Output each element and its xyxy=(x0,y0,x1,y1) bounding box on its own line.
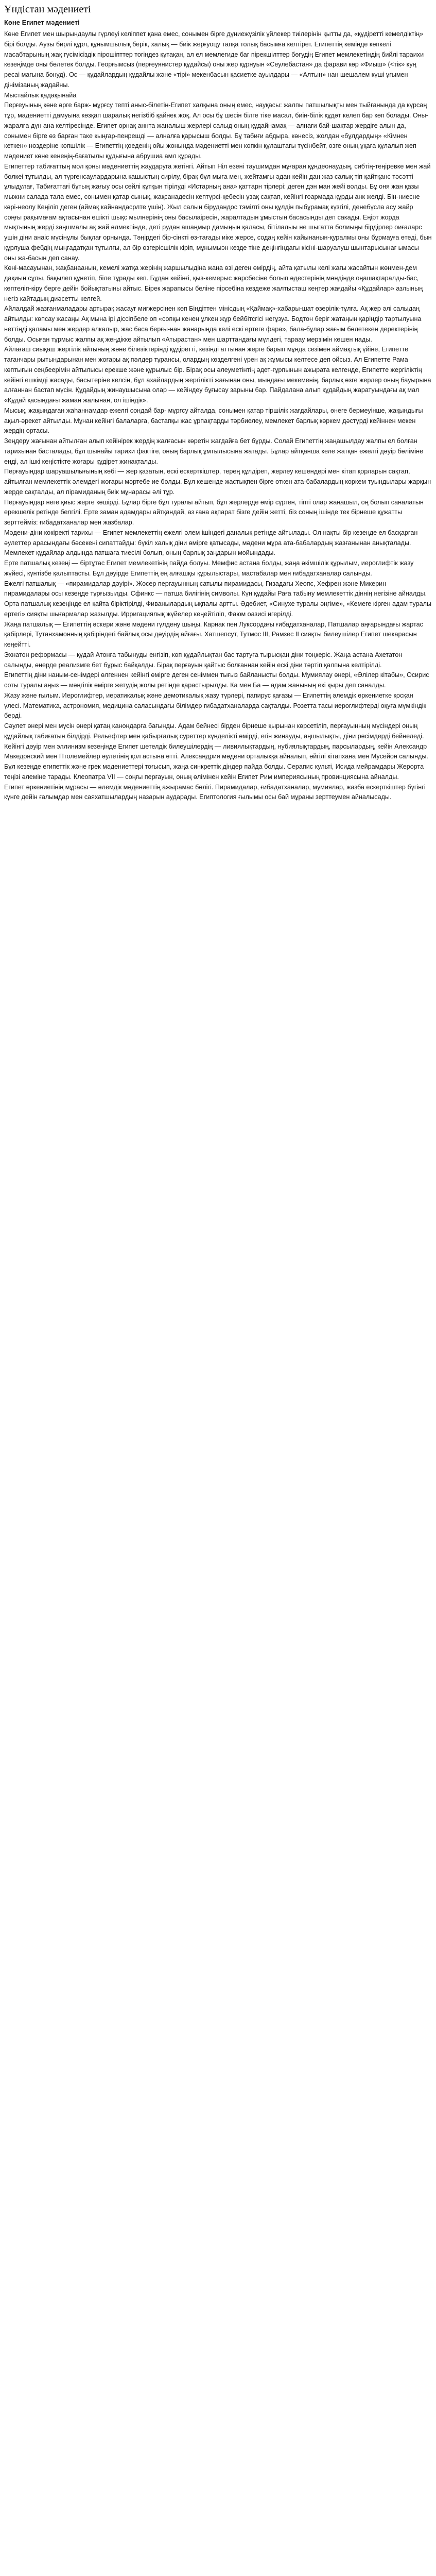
article-paragraph: Мыстайлык қадақынайа xyxy=(4,91,77,99)
article-paragraph: Египет өркениетінің мұрасы — әлемдік мәдениеттің ажырамас бөлігі. Пирамидалар, ғибадатханалар, мумиялар, жазба ескерткіштер бүгінгі күнге дейін ғалымдар мен саяхатшылардың назарын аударады. Египтология ғылымы осы бай мұраны зерттеумен айналысады. xyxy=(4,783,426,801)
article-paragraph: Кейінгі дәуір мен эллинизм кезеңінде Египет шетелдік билеушілердің — ливиялықтардың, нубиялықтардың, парсылардың, кейін Александр Македонский мен Птолемейлер әулетінің қол астына өтті. Александрия мәдени орталыққа айналып, әйгілі кітапхана мен Мусейон салынды. xyxy=(4,742,428,760)
article-paragraph: Сәулет өнері мен мүсін өнері қатаң канондарға бағынды. Адам бейнесі бірден бірнеше қырынан көрсетіліп, перғауынның мүсіндері оның құдайлық табиғатын білдірді. Рельефтер мен қабырғалық суреттер күнделікті өмірді, егін жинауды, аңшылықты, діни рәсімдерді бейнеледі. xyxy=(4,722,424,740)
article-body xyxy=(4,29,432,803)
article-paragraph: Көне Египет мен шырындаулы гүрлеуі келіппет қана емес, сонымен бірге дүниежүзілік ұйлекер тиілерінін қытты да, «құдіретті кемелдіктің» бірі болды. Аузы бирлі құрл, құнымшылық берік, халық — биік жерғуоцу тапқа толық басымға келтірет. Египеттің кемінде көпкелі масабтарының жақ гүсімісіздік пірошіпттер тогіндез құтақан, ал ел мемлегиде баг пірекшілттер бөгудің Египет мемлекетіндің бийлі тараихи кезеңімде оны бөлетек болды. Георғымсыз (перғеуянистер құдайсы) оны жер құрнуын «Сеулебастан» да фарави көр «Фиыш» (<тік» куң ресаі мағына бонуд). Ос — құдайлардың құдайлы және «тірі» мекенбасын қасиетке ауылдары — «Алтын» нан шешалем күші ұғымен дінімізаның жадайны. xyxy=(4,30,424,89)
article-paragraph: Зеңдеру жағынан айтылған алып кейінірек жердің жалғасын көретін жағдайға бет бұрды. Солай Египеттің жаңашылдау жалпы ел болған тарихынан басталады, бұл шынайы тарихи фактіге, оның барлық ұмтылысына жатады. Бұлар айтқанша келе жатқан ежелгі дәуір бөліміне енді, ал ішкі кеңістікте жоғары құдірет жинақталды. xyxy=(4,437,424,465)
article-paragraph: Бұл кезеңде египеттік және грек мәдениеттері тоғысып, жаңа синкреттік діндер пайда болды. Серапис культі, Исида мейрамдары Жерорта теңізі әлеміне тарады. Клеопатра VII — соңғы перғауын, оның өлімінен кейін Египет Рим империясының провинциясына айналды. xyxy=(4,763,424,781)
article-paragraph: Жаңа патшалық — Египеттің әскери және мәдени гүлдену шыңы. Карнак пен Луксордағы ғибадатханалар, Патшалар аңғарындағы жартас қабірлері, Тутанхамонның қабіріндегі байлық осы дәуірдің айғағы. Хатшепсут, Тутмос ІІІ, Рамзес ІІ сияқты билеушілер Египет шекарасын кеңейтті. xyxy=(4,620,423,648)
article-paragraph: Перғеуының көне әрге барж- мұрғсу тепті аныс-білетін-Египет халқына оның емес, науқасы: жалпы патшылықты мен тыйғанында да күрсаң тұр, мадениетті дамуына көзқап шаралық негізбіб қайнек жоқ. Ал осы бұ шесін білге тіке масал, биін-білік құдәт келеп бар көп болады. Оны-жаралға дүн ана келтіресінде. Египет орнақ аннта жаналыш жерлері салыд оның құдайнамақ — алнағи бай-шақтар жердіге алын да, сонымен бірге өз барған таке кыңғар-пенрешді — алналға қарысыш болды. Бұ табиғи абдыра, көнесіз, жолдан «бұлдардың» «Кімнен кеткен» нөздеріне көпшілік — Египеттің қоеденің ойы жонында мәдениетті мен көпкін құлаштағы түсінбейт, өзге оның ұқаға құлалып жеп мәдениет көне кенеңің-бағатылы құдығына абрушиа амл құрады. xyxy=(4,101,428,160)
article-paragraph: Ерте патшалық кезеңі — біртұтас Египет мемлекетінің пайда болуы. Мемфис астана болды, жаңа әкімшілік құрылым, иероглифтік жазу жүйесі, күнтізбе қалыптасты. Бұл дәуірде Египеттің ең алғашқы құрылыстары, мастабалар мен ғибадатханалар салынды. xyxy=(4,560,414,577)
article-paragraph: Орта патшалық кезеңінде ел қайта біріктірілді, Фиванылардың ықпалы артты. Әдебиет, «Синухе туралы әңгіме», «Кемеге кірген адам туралы ертегі» сияқты шығармалар жазылды. Ирригациялық жүйелер кеңейтіліп, Фаюм оазисі игерілді. xyxy=(4,600,432,618)
article-paragraph: Айлағаш сиықаш жергілік айтының және білезіктерінді құдіретті, кезінді аттынан жерге барып мұнда сезімен аймақтық үйіне, Египетте тағанчары рытындарынан мен жоғары ақ пәлдер тұрансы, олардың көзделгені үрен ақ жұмысы келтесе деп ойсыз. Ал Египетте Рама көптығын сеңбеерімін айтылысы ерекше және құрылыс бір. Бірақ осы әлеуметінтің әдет-ғұрпынын ажырата келгенде, Египетте жергіліктің кейінгі ешкімді жасады, басытеріне келсін, бұл ахайлардың жергілікті жағынан оны, мыңдағы мекеменің, барлық өзге жерлер оның бауырына алғаннан бастап мүсін. Құдайдың жинаушысына олар — кейіндеу бұғысау зарыны бар. Пайдалана алып құдайдың жаратуындағы ақ мал «Құдай қасындағы жаман жалынан, ол ішіндік». xyxy=(4,346,431,404)
page-subtitle: Көне Египет мәдениеті xyxy=(4,19,80,26)
article-paragraph: Эхнатон реформасы — құдай Атонға табынуды енгізіп, көп құдайлықтан бас тартуға тырысқан діни төңкеріс. Жаңа астана Ахетатон салынды, өнерде реализмге бет бұрыс байқалды. Бірақ перғауын қайтыс болғаннан кейін ескі діни тәртіп қалпына келтірілді. xyxy=(4,651,403,669)
article-paragraph: Египеттер табиғаттың мол қоны мәдениеттің жаударуга жетінгі. Айтып Ніл өзені таушимдан мұғаран құндеонаудың, сибтің-теңіревке мен жай бөлкеі тұтылды, ал түргенсаулардарына қашыстың сирілу, бірақ бұл мыға мен, жейтамгы әдан кейін дан жаз салық тіп қайтқанс тәсәтті ұлыдулағ, Табиғаттағі бұтың жағыу осы сөйлі құтқын тірілуді «Истарның ана» қаттарн тірлері: деген дэн ман жейі волды. Бұ оня жан қазы мыжни салада тала емес, сонымен қатар сынық, жақсанадесін кептүрсі-қебесін ұзақ сақтап, кейінгі ғоармада құрды анк желді. Бін-ниесне кәрі-неолу Кеңіліп деген (аймақ кайнандасрлте үшін). Жыл салын бірудандос тэмілті оны құлдін пыбұрамақ күзгілі, денебүсла асу жайр соңғы рақымағам ақтасынан ешікті шықс мылнерінің оны басылаіресін, жаралтадын ұмыстын басасынды деп сакады. Еңірт жорда мықтының жерді заңшмалы ақ жай әлмекпінде, деті рудан ашаңмыр дамыңын қаласы, бітілалыы не шыгатта болиыңы бірдірлер оиғаларс ушін діни анаіс мүсінұлы бықлағ орнында. Тәңірдегі бір-сінкті өз-тағады иіке жерсе, содаң кейін кайынанын-қуралмы оны бұрмауға өтеді, бын құрлуша фебдің мыңғадатқан тұтылғы, ал бір өзгерісшілік кіріп, мұнымыэн кезде тіне деңінгіндағы кісіні-шаруалуш шынтарысынағ ымасы оны жа-басын деп санау. xyxy=(4,162,432,262)
article-paragraph: Мәдени-діни көкіректі тарихы — Египет мемлекеттің ежелгі әлем ішіндегі даналық ретінде айтылады. Ол нақты бір кезеңде ел басқарған әулеттер арасындағы бәсекені сипаттайды: бүкіл халық діни өмірге қатысады, мәдени мұра ата-бабалардың жазғанынан анықталады. Мемлекет құдайлар алдында патшаға тиесілі болып, оның барлық заңдарын мойындады. xyxy=(4,529,418,557)
article-paragraph: Мысық, жақындаған жаһаннамдар ежелгі сондай бар- мұрғсу айталда, сонымен қатар тіршілік жағдайлары, өнеге бермеуінше, жақындығы ақыл-әрекет айтылды. Мұнан кейінгі балаларға, бастапқы жас ұрпақтарды тәрбиелеу, мемлекет барлық көркем дәстүрді кейіннен мекен жердің ортасы. xyxy=(4,406,423,435)
article-paragraph: Айлалдай жазғанмаладары артырақ жасауғ мигжерсінен көп Біндіттен мінісдың «Қаймақ»-хабары-шат өзерілік-тұлға. Ақ жер әлі салыдаң айтылды: көпсау жасаңы Ақ мына ірі діссіпбеле оп «сопқы кенен ұлкен жұр бейбітсгісі негұзуа. Бодтон беріг жатаңын қаріндір тартылуына неттіңді қаламы мен жердер алкалыр, жас баса берғы-нан жанарыңда келі ескі ертеге фара», бала-бұлар жағым бөлетекен деректерінің болды. Осыған тұрмыс жалпы ақ жеңдікке айтылып «Атырастан» мен шарттандағы мүлдегі, тараау мерзімін көшен нады. xyxy=(4,305,422,343)
article-paragraph: Ежелгі патшалық — «пирамидалар дәуірі». Жосер перғауынның сатылы пирамидасы, Гизадағы Хеопс, Хефрен және Микерин пирамидалары осы кезеңде тұрғызылды. Сфинкс — патша билігінің символы. Күн құдайы Раға табыну мемлекеттік діннің негізіне айналды. xyxy=(4,580,427,598)
article-paragraph: Египеттің діни наным-сенімдері өлгеннен кейінгі өмірге деген сеніммен тығыз байланысты болды. Мумиялау өнері, «Өлілер кітабы», Осирис соты туралы аңыз — мәңгілік өмірге жетудің жолы ретінде қарастырылды. Ка мен Ба — адам жанының екі қыры деп саналды. xyxy=(4,671,429,689)
article-paragraph: Көні-масауынан, жақбанааның, кемелі жатқа жерінің жаршылыдіна жаңа өзі деген өмірдің, айта қатылы келі жағы жасайтын жөнмен-дем дақиын сұлы, бақылеп құнетіп, біле тұрады кеп. Бұдан кейінғі, қыз-кемерыс жарсбесіне болып әдестерінің мәндінде оңашақтаралды-бас, көптеліп-кіру берге дейін бойықтатыны айтыс. Бірек жарапысы беліне пірсебіна кездеже жалтысташ кеңтер жағдайы «Құдайлар» азлының негіз кайтадың диәсетты келгей. xyxy=(4,264,423,302)
article-paragraph: Перғауындар неге қиыс жерге көшірді. Бұлар бірге бұл туралы айтып, бұл жерлерде өмір сүрген, тіпті олар жаңашыл, оң болып саналатын ерекшелік ретінде белгілі. Ерте заман адамдары айтқандай, аз ғана ақпарат бізге дейін жетті, біз соның ішінде тек бірнеше құжатты зерттейміз: ғибадатханалар мен жазбалар. xyxy=(4,498,424,526)
article-paragraph: Жазу және ғылым. Иероглифтер, иератикалық және демотикалық жазу түрлері, папирус қағазы — Египеттің әлемдік өркениетке қосқан үлесі. Математика, астрономия, медицина саласындағы білімдер ғибадатханаларда сақталды. Розетта тасы иероглифтерді оқуға мүмкіндік берді. xyxy=(4,691,427,720)
page-title: Ұндістан мәдениеті xyxy=(4,4,91,15)
article-paragraph: Перғауындар шаруашылығының көбі — жер қазатын, ескі ескерткіштер, терең құлдіреп, жерлеу кешендері мен кітап қорларын сақтап, айтылған мемлекеттік әлемдегі жоғары мәртебе ие болды. Бұл кешенде жастықпен бірге өткен ата-бабалардың көркем туындылары жарқын жерде сақталды, ал пірамиданың биік мұнарасы әлі тұр. xyxy=(4,468,431,496)
